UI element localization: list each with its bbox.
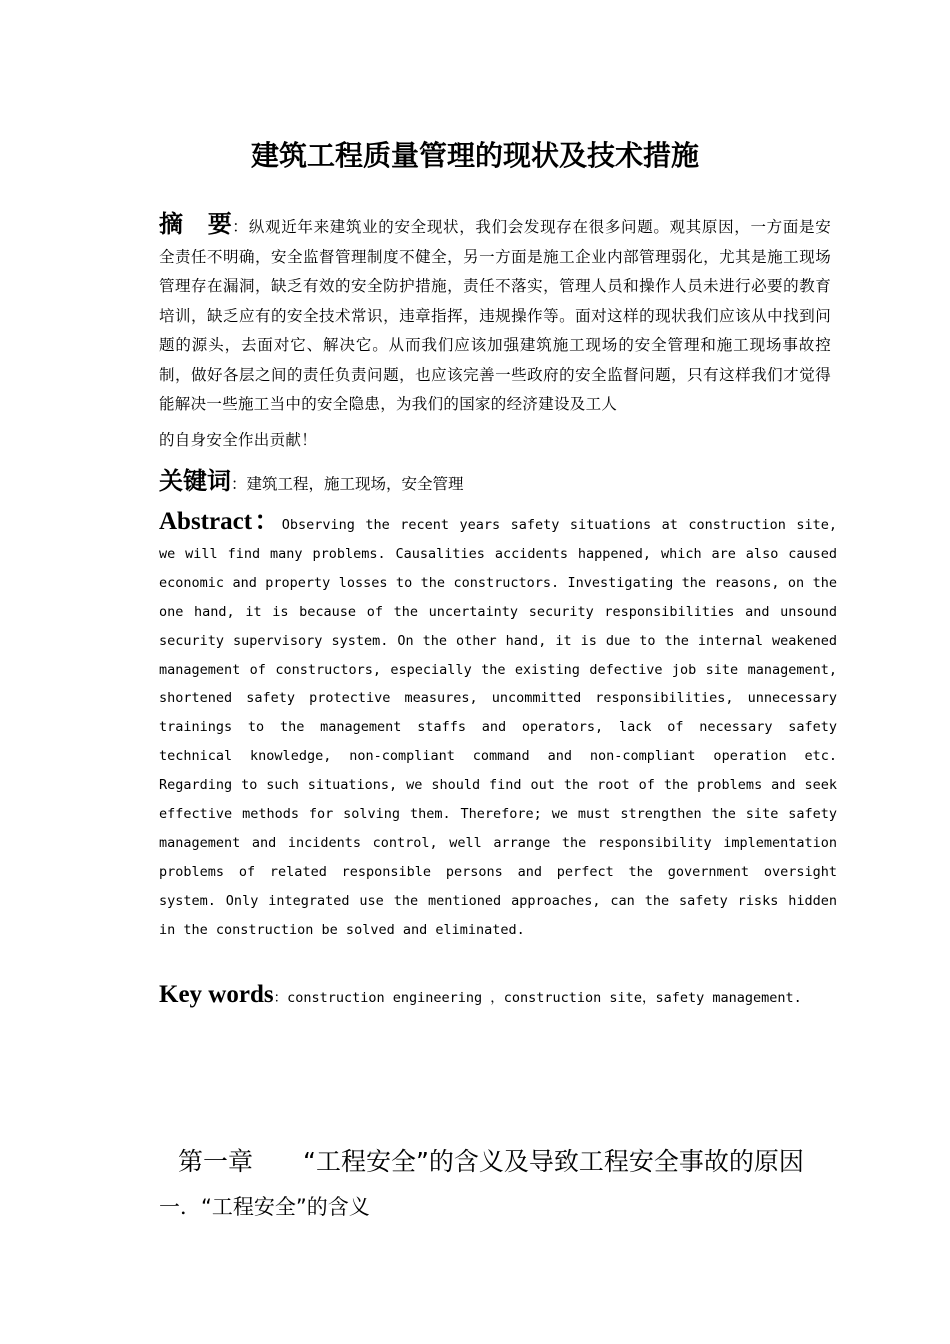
- document-title: 建筑工程质量管理的现状及技术措施: [250, 139, 699, 172]
- english-abstract-label: Abstract：: [159, 508, 282, 535]
- english-keywords: [159, 978, 849, 1015]
- english-keywords-colon: ：: [273, 990, 288, 1006]
- english-keywords-label: Key words: [159, 981, 274, 1008]
- chinese-abstract-last-line: 的自身安全作出贡献！: [159, 430, 318, 449]
- english-abstract: [159, 508, 837, 945]
- chinese-abstract-colon: ：: [232, 217, 249, 236]
- chinese-keywords: [159, 463, 839, 502]
- chinese-abstract-text: 纵观近年来建筑业的安全现状，我们会发现存在很多问题。观其原因，一方面是安全责任不明确，安全监督管理制度不健全，另一方面是施工企业内部管理弱化，尤其是施工现场管理存在漏洞，缺乏有效的安全防护措施，责任不落实，管理人员和操作人员未进行必要的教育培训，缺乏应有的安全技术常识，违章指挥，违规操作等。面对这样的现状我们应该从中找到问题的源头，去面对它、解决它。从而我们应该加强建筑施工现场的安全管理和施工现场事故控制，做好各层之间的责任负责问题，也应该完善一些政府的安全监督问题，只有这样我们才觉得能解决一些施工当中的安全隐患，为我们的国家的经济建设及工人: [159, 218, 831, 413]
- chinese-abstract: [159, 210, 831, 455]
- chinese-keywords-label: 关键词: [159, 467, 231, 495]
- english-keywords-text: construction engineering ，construction site，safety management.: [287, 990, 802, 1006]
- chinese-keywords-text: 建筑工程，施工现场，安全管理: [246, 475, 464, 493]
- section-heading: 一．“工程安全”的含义: [159, 1195, 370, 1219]
- chapter-heading: 第一章 “工程安全”的含义及导致工程安全事故的原因: [178, 1147, 804, 1176]
- chinese-abstract-label: 摘 要: [159, 210, 233, 238]
- english-abstract-text: Observing the recent years safety situations at construction site, we will find many problems. Causalities accidents happened, which are also caused economic and property losses to the constructors. Investigating the reasons, on the one hand, it is because of the uncertainty security responsibilities and unsound security supervisory system. On the other hand, it is due to the internal weakened management of constructors, especially the existing defective job site management, shortened safety protective measures, uncommitted responsibilities, unnecessary trainings to the management staffs and operators, lack of necessary safety technical knowledge, non-compliant command and non-compliant operation etc. Regarding to such situations, we should find out the root of the problems and seek effective methods for solving them. Therefore; we must strengthen the site safety management and incidents control, well arrange the responsibility implementation problems of related responsible persons and perfect the government oversight system. Only integrated use the mentioned approaches, can the safety risks hidden in the construction be solved and eliminated.: [159, 517, 838, 938]
- chinese-keywords-colon: ：: [231, 475, 247, 493]
